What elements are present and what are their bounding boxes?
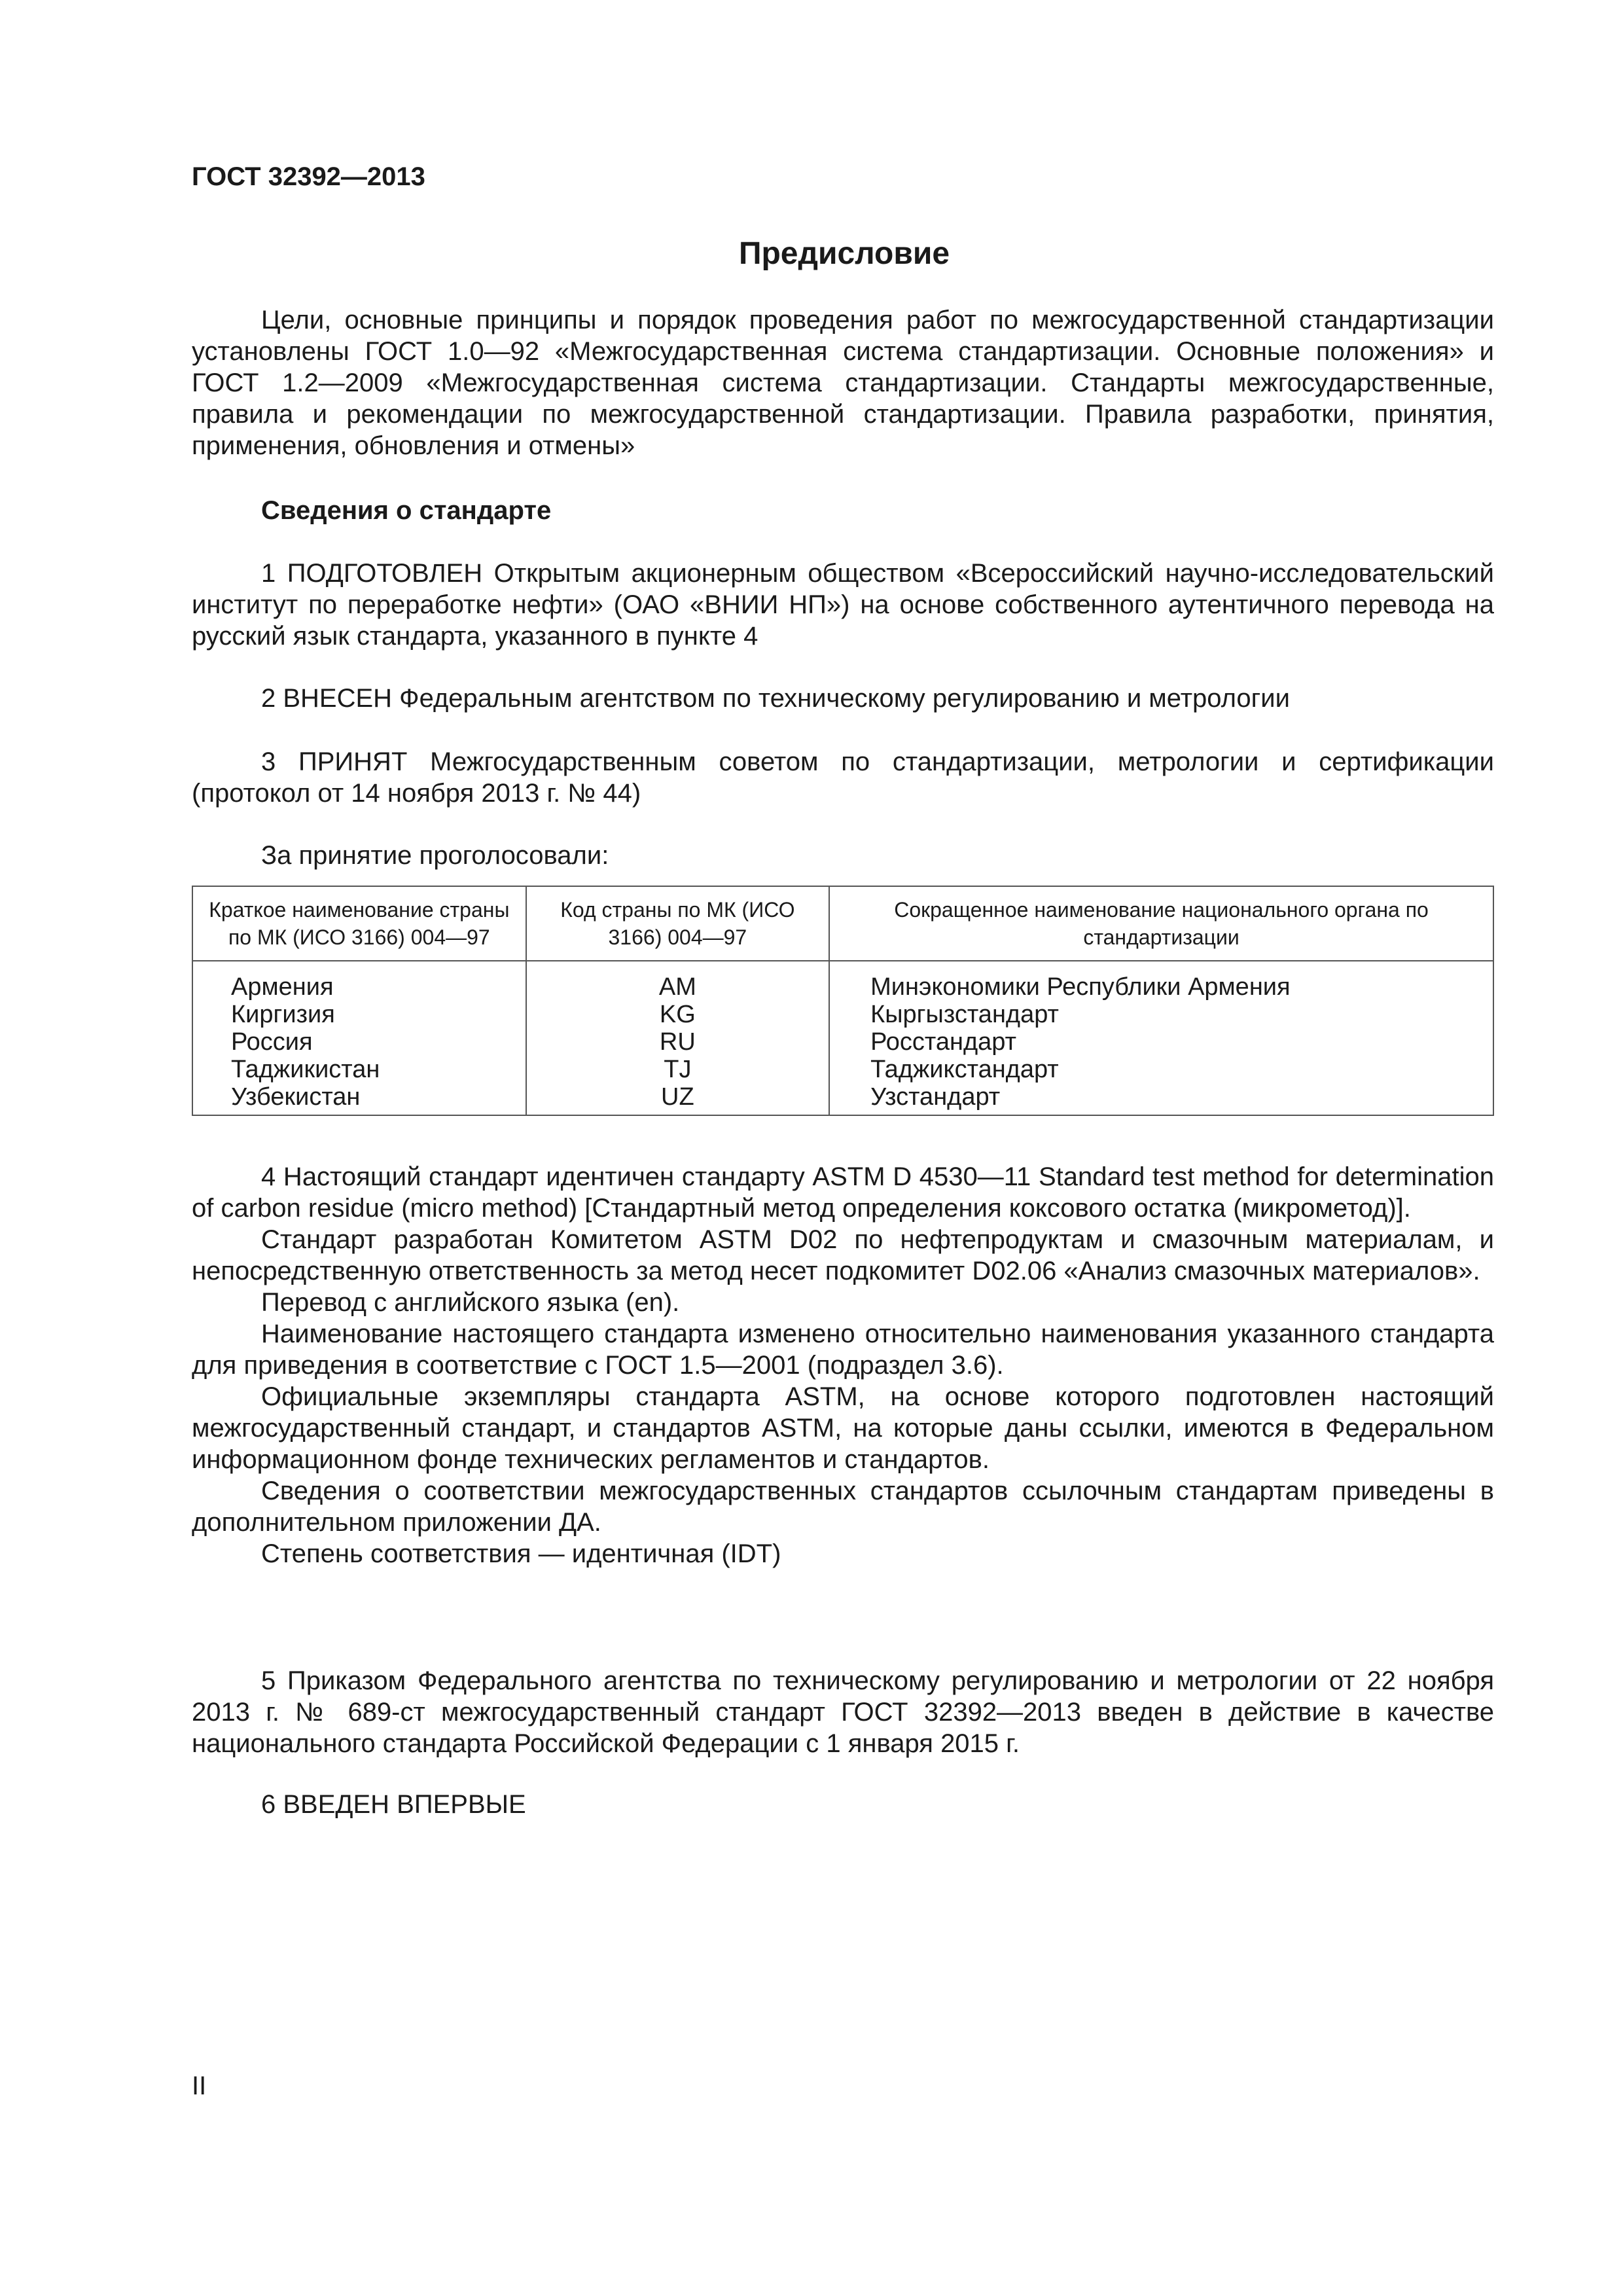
voting-table: [192, 886, 1494, 1116]
item2-block: [192, 683, 1494, 714]
item4-block: [192, 1161, 1494, 1570]
country-name: Киргизия: [192, 1001, 526, 1028]
item4-paragraph: Сведения о соответствии межгосударственных стандартов ссылочным стандартам приведены в дополнительном приложении ДА.: [192, 1477, 1494, 1537]
item4-paragraph: 4 Настоящий стандарт идентичен стандарту ASTM D 4530—11 Standard test method for determination of carbon residue (micro method) [Стандартный метод определения коксового остатка (микрометод)].: [192, 1162, 1494, 1223]
table-row: [192, 1083, 1493, 1115]
header-national-body: Сокращенное наименование национального органа по стандартизации: [829, 886, 1493, 961]
vote-label: За принятие проголосовали:: [261, 841, 609, 870]
national-body: Узстандарт: [829, 1083, 1493, 1115]
item2-paragraph: 2 ВНЕСЕН Федеральным агентством по техническому регулированию и метрологии: [261, 684, 1290, 713]
item4-paragraph: Наименование настоящего стандарта изменено относительно наименования указанного стандарта для приведения в соответствие с ГОСТ 1.5—2001 (подраздел 3.6).: [192, 1319, 1494, 1380]
intro-block: [192, 304, 1494, 461]
country-name: Армения: [192, 961, 526, 1001]
item5-block: [192, 1665, 1494, 1759]
table-row: [192, 1028, 1493, 1056]
national-body: Минэкономики Республики Армения: [829, 961, 1493, 1001]
item5-paragraph: 5 Приказом Федерального агентства по техническому регулированию и метрологии от 22 ноября 2013 г. № 689-ст межгосударственный стандарт ГОСТ 32392—2013 введен в действие в качестве национального стандарта Российской Федерации с 1 января 2015 г.: [192, 1666, 1494, 1758]
header-country-name: Краткое наименование страны по МК (ИСО 3166) 004—97: [192, 886, 526, 961]
country-code: TJ: [526, 1056, 829, 1083]
intro-paragraph: Цели, основные принципы и порядок проведения работ по межгосударственной стандартизации установлены ГОСТ 1.0—92 «Межгосударственная система стандартизации. Основные положения» и ГОСТ 1.2—2009 «Межгосударственная система стандартизации. Стандарты межгосударственные, правила и рекомендации по межгосударственной стандартизации. Правила разработки, принятия, применения, обновления и отмены»: [192, 306, 1494, 460]
country-code: UZ: [526, 1083, 829, 1115]
item1-paragraph: 1 ПОДГОТОВЛЕН Открытым акционерным обществом «Всероссийский научно-исследовательский институт по переработке нефти» (ОАО «ВНИИ НП») на основе собственного аутентичного перевода на русский язык стандарта, указанного в пункте 4: [192, 559, 1494, 651]
item3-block: [192, 746, 1494, 809]
item4-paragraph: Официальные экземпляры стандарта ASTM, на основе которого подготовлен настоящий межгосударственный стандарт, и стандартов ASTM, на которые даны ссылки, имеются в Федеральном информационном фонде технических регламентов и стандартов.: [192, 1382, 1494, 1474]
table-row: [192, 1056, 1493, 1083]
national-body: Таджикстандарт: [829, 1056, 1493, 1083]
item4-paragraph: Степень соответствия — идентичная (IDT): [261, 1539, 781, 1568]
item4-paragraph: Стандарт разработан Комитетом ASTM D02 по нефтепродуктам и смазочным материалам, и непосредственную ответственность за метод несет подкомитет D02.06 «Анализ смазочных материалов».: [192, 1225, 1494, 1285]
table-header-row: [192, 886, 1493, 961]
country-name: Узбекистан: [192, 1083, 526, 1115]
table-row: [192, 1001, 1493, 1028]
page-title: Предисловие: [738, 236, 950, 271]
table-row: [192, 961, 1493, 1001]
item1-block: [192, 558, 1494, 652]
country-code: KG: [526, 1001, 829, 1028]
national-body: Росстандарт: [829, 1028, 1493, 1056]
item4-paragraph: Перевод с английского языка (en).: [261, 1288, 680, 1317]
country-code: RU: [526, 1028, 829, 1056]
item3-paragraph: 3 ПРИНЯТ Межгосударственным советом по стандартизации, метрологии и сертификации (протокол от 14 ноября 2013 г. № 44): [192, 747, 1494, 808]
item6-paragraph: 6 ВВЕДЕН ВПЕРВЫЕ: [261, 1790, 526, 1819]
subheading: Сведения о стандарте: [261, 496, 552, 525]
header-country-code: Код страны по МК (ИСО 3166) 004—97: [526, 886, 829, 961]
country-name: Россия: [192, 1028, 526, 1056]
page-number: II: [192, 2072, 207, 2100]
standard-code: ГОСТ 32392—2013: [192, 162, 425, 191]
country-name: Таджикистан: [192, 1056, 526, 1083]
country-code: AM: [526, 961, 829, 1001]
national-body: Кыргызстандарт: [829, 1001, 1493, 1028]
